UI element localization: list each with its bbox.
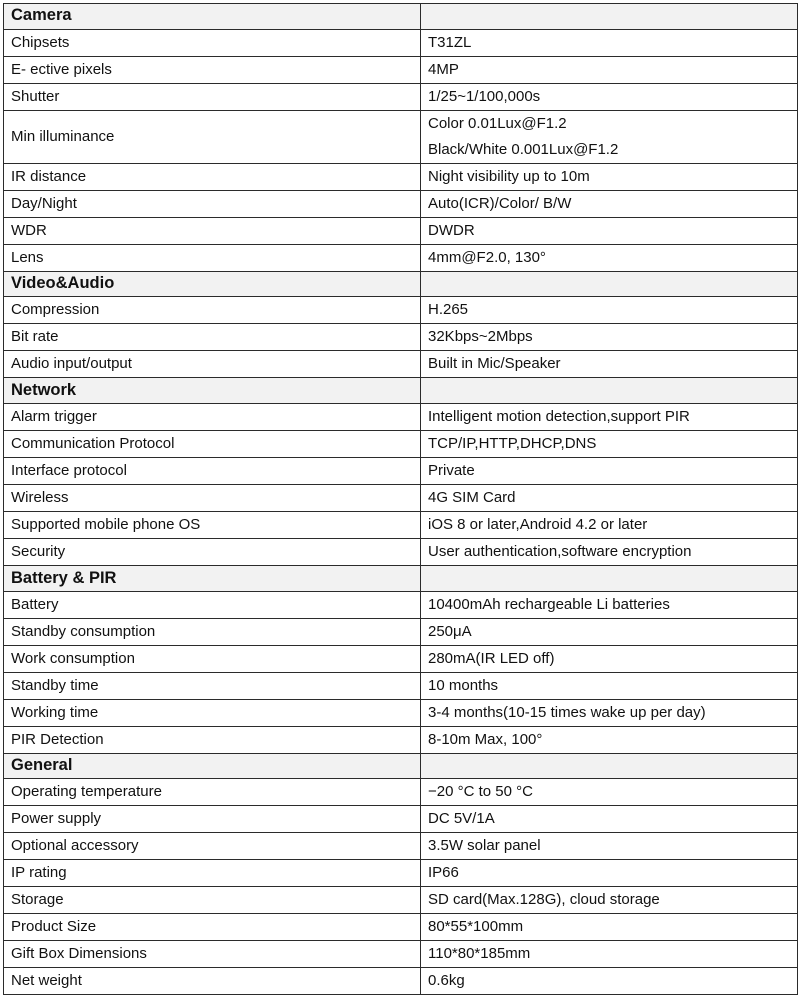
spec-value: [421, 779, 798, 806]
spec-value: [421, 591, 798, 618]
section-title-blank: [421, 378, 798, 404]
spec-value-line: 0.6kg: [428, 972, 465, 990]
spec-value-line: User authentication,software encryption: [428, 543, 692, 561]
spec-value-line: 1/25~1/100,000s: [428, 87, 541, 105]
section-header-general: [4, 753, 798, 779]
spec-label: Compression: [4, 297, 421, 324]
spec-value-line: 32Kbps~2Mbps: [428, 328, 533, 346]
spec-value: [421, 244, 798, 271]
spec-label: Operating temperature: [4, 779, 421, 806]
spec-value: [421, 914, 798, 941]
spec-label: Power supply: [4, 806, 421, 833]
spec-value: [421, 512, 798, 539]
spec-label: WDR: [4, 217, 421, 244]
section-header-network: [4, 378, 798, 404]
spec-value: [421, 887, 798, 914]
spec-row: [4, 699, 798, 726]
spec-label: Interface protocol: [4, 458, 421, 485]
spec-value-line: 110*80*185mm: [428, 945, 531, 963]
spec-value-line: 4MP: [428, 60, 459, 78]
spec-row: [4, 324, 798, 351]
section-header-battery-pir: [4, 566, 798, 592]
spec-value-line: 280mA(IR LED off): [428, 649, 555, 667]
spec-value: [421, 860, 798, 887]
spec-label: IR distance: [4, 163, 421, 190]
spec-value-line: DWDR: [428, 221, 475, 239]
spec-row: [4, 351, 798, 378]
spec-row: [4, 539, 798, 566]
spec-label: IP rating: [4, 860, 421, 887]
spec-value-line: Color 0.01Lux@F1.2: [428, 114, 567, 132]
spec-row: [4, 485, 798, 512]
spec-value: [421, 163, 798, 190]
section-title: Battery & PIR: [4, 566, 421, 592]
spec-row: [4, 941, 798, 968]
section-title-blank: [421, 4, 798, 30]
spec-value-line: IP66: [428, 864, 459, 882]
spec-label: Battery: [4, 591, 421, 618]
spec-value-line: 8-10m Max, 100°: [428, 730, 543, 748]
spec-label: Working time: [4, 699, 421, 726]
spec-value: [421, 190, 798, 217]
spec-value-line: 3.5W solar panel: [428, 837, 541, 855]
spec-row: [4, 190, 798, 217]
spec-row: [4, 244, 798, 271]
spec-value-line: Private: [428, 462, 475, 480]
spec-value: [421, 83, 798, 110]
section-title: Network: [4, 378, 421, 404]
spec-row: [4, 110, 798, 163]
spec-row: [4, 83, 798, 110]
spec-row: [4, 297, 798, 324]
spec-row: [4, 672, 798, 699]
spec-value: [421, 324, 798, 351]
spec-row: [4, 645, 798, 672]
spec-value: [421, 672, 798, 699]
spec-value-line: H.265: [428, 301, 469, 319]
spec-value-line: Black/White 0.001Lux@F1.2: [428, 140, 619, 158]
spec-label: Bit rate: [4, 324, 421, 351]
spec-value-line: 4G SIM Card: [428, 489, 516, 507]
spec-label: E- ective pixels: [4, 56, 421, 83]
section-title: Camera: [4, 4, 421, 30]
spec-value: [421, 404, 798, 431]
spec-value-line: 4mm@F2.0, 130°: [428, 248, 546, 266]
spec-value: [421, 645, 798, 672]
spec-label: Security: [4, 539, 421, 566]
spec-value: [421, 699, 798, 726]
spec-row: [4, 163, 798, 190]
spec-row: [4, 591, 798, 618]
spec-label: Communication Protocol: [4, 431, 421, 458]
spec-value: [421, 217, 798, 244]
spec-label: Wireless: [4, 485, 421, 512]
spec-row: [4, 806, 798, 833]
spec-value-line: 10400mAh rechargeable Li batteries: [428, 595, 670, 613]
spec-table: [3, 3, 798, 995]
spec-label: Optional accessory: [4, 833, 421, 860]
spec-value-line: T31ZL: [428, 33, 472, 51]
spec-value-line: SD card(Max.128G), cloud storage: [428, 891, 660, 909]
spec-value-line: DC 5V/1A: [428, 810, 495, 828]
spec-table-body: [4, 4, 798, 995]
spec-value-line: Auto(ICR)/Color/ B/W: [428, 194, 572, 212]
spec-value-line: Intelligent motion detection,support PIR: [428, 408, 690, 426]
spec-row: [4, 56, 798, 83]
spec-value: [421, 29, 798, 56]
spec-row: [4, 914, 798, 941]
spec-label: Net weight: [4, 968, 421, 995]
spec-value: [421, 56, 798, 83]
section-title: General: [4, 753, 421, 779]
spec-label: Product Size: [4, 914, 421, 941]
spec-value: [421, 485, 798, 512]
spec-row: [4, 618, 798, 645]
spec-row: [4, 458, 798, 485]
section-title-blank: [421, 566, 798, 592]
spec-value-line: Built in Mic/Speaker: [428, 355, 561, 373]
spec-row: [4, 29, 798, 56]
spec-value-line: iOS 8 or later,Android 4.2 or later: [428, 516, 648, 534]
spec-label: Storage: [4, 887, 421, 914]
spec-label: Gift Box Dimensions: [4, 941, 421, 968]
spec-value-line: Night visibility up to 10m: [428, 167, 590, 185]
spec-value-line: 3-4 months(10-15 times wake up per day): [428, 703, 706, 721]
spec-label: Day/Night: [4, 190, 421, 217]
spec-value: [421, 539, 798, 566]
spec-value: [421, 833, 798, 860]
spec-value-line: −20 °C to 50 °C: [428, 783, 533, 801]
spec-value: [421, 618, 798, 645]
spec-value: [421, 806, 798, 833]
spec-label: Shutter: [4, 83, 421, 110]
spec-label: Chipsets: [4, 29, 421, 56]
spec-row: [4, 726, 798, 753]
section-header-camera: [4, 4, 798, 30]
section-header-video-audio: [4, 271, 798, 297]
spec-label: Standby time: [4, 672, 421, 699]
spec-row: [4, 217, 798, 244]
spec-label: PIR Detection: [4, 726, 421, 753]
spec-row: [4, 968, 798, 995]
spec-value: [421, 458, 798, 485]
section-title: Video&Audio: [4, 271, 421, 297]
section-title-blank: [421, 271, 798, 297]
spec-row: [4, 512, 798, 539]
spec-row: [4, 833, 798, 860]
spec-label: Alarm trigger: [4, 404, 421, 431]
spec-value-line: 10 months: [428, 676, 499, 694]
spec-value: [421, 351, 798, 378]
spec-value-line: 250μA: [428, 622, 472, 640]
spec-value: [421, 968, 798, 995]
spec-value: [421, 110, 798, 163]
spec-label: Standby consumption: [4, 618, 421, 645]
spec-value-line: TCP/IP,HTTP,DHCP,DNS: [428, 435, 597, 453]
spec-label: Audio input/output: [4, 351, 421, 378]
spec-label: Work consumption: [4, 645, 421, 672]
spec-row: [4, 431, 798, 458]
spec-label: Lens: [4, 244, 421, 271]
spec-row: [4, 404, 798, 431]
spec-value: [421, 297, 798, 324]
spec-row: [4, 779, 798, 806]
spec-value: [421, 726, 798, 753]
spec-label: Supported mobile phone OS: [4, 512, 421, 539]
spec-row: [4, 860, 798, 887]
section-title-blank: [421, 753, 798, 779]
spec-value: [421, 941, 798, 968]
spec-value-line: 80*55*100mm: [428, 918, 524, 936]
spec-label: Min illuminance: [4, 110, 421, 163]
spec-row: [4, 887, 798, 914]
spec-value: [421, 431, 798, 458]
